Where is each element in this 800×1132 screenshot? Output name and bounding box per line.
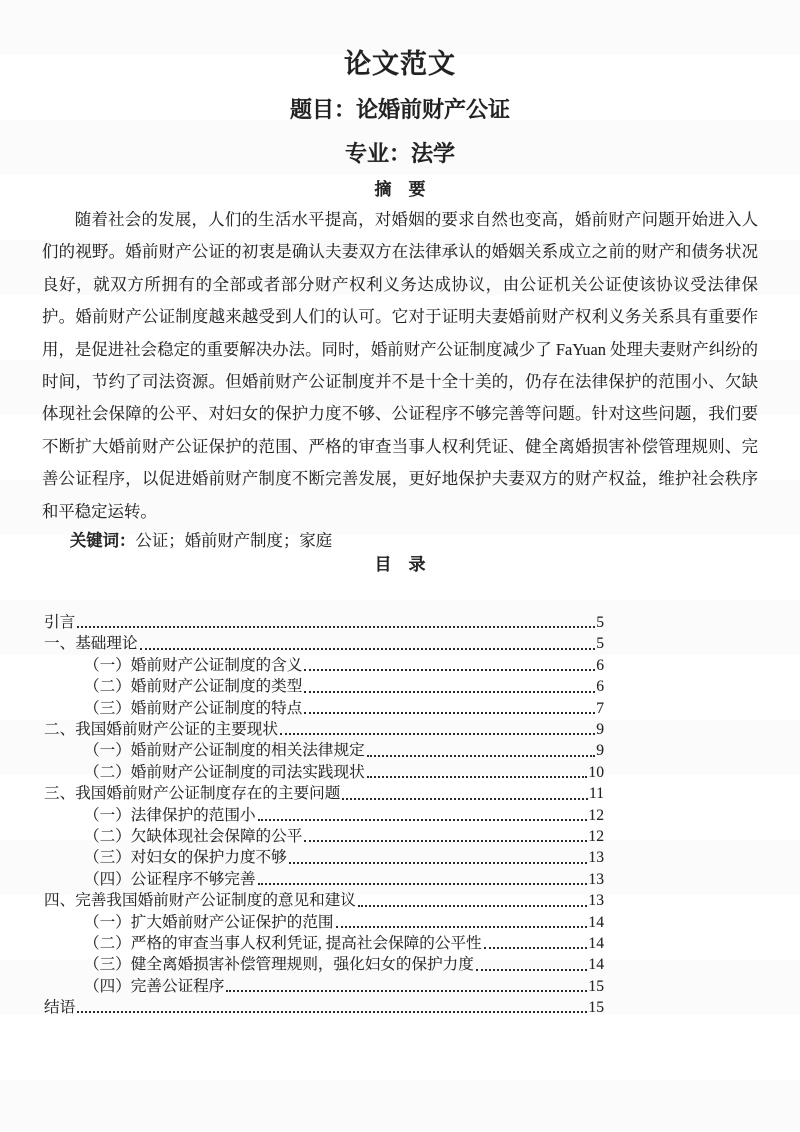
toc-entry-label: （四）公证程序不够完善 <box>84 870 256 888</box>
toc-dot-leader <box>367 754 596 757</box>
document-topic: 题目：论婚前财产公证 <box>289 97 510 122</box>
toc-dot-leader <box>484 946 588 949</box>
toc-entry <box>44 997 604 1018</box>
toc-page-number: 5 <box>596 614 604 632</box>
toc-dot-leader <box>304 711 595 714</box>
toc-entry-label: （三）婚前财产公证制度的特点 <box>84 699 303 717</box>
keywords-line <box>42 529 758 553</box>
toc-dot-leader <box>258 818 588 821</box>
toc-page-number: 10 <box>588 763 604 781</box>
toc-dot-leader <box>342 797 588 800</box>
toc-entry-label: 结语 <box>44 999 76 1017</box>
toc-dot-leader <box>304 690 595 693</box>
toc-entry <box>44 783 604 804</box>
toc-list <box>44 612 604 1018</box>
toc-entry-label: （二）婚前财产公证制度的类型 <box>84 678 303 696</box>
toc-dot-leader <box>476 968 588 971</box>
toc-entry <box>44 762 604 783</box>
toc-page-number: 6 <box>596 656 604 674</box>
toc-page-number: 9 <box>596 742 604 760</box>
toc-page-number: 15 <box>588 977 604 995</box>
toc-page-number: 9 <box>596 721 604 739</box>
keywords-label: 关键词： <box>69 531 136 551</box>
toc-page-number: 6 <box>596 678 604 696</box>
toc-entry-label: （一）婚前财产公证制度的含义 <box>84 656 303 674</box>
toc-page-number: 13 <box>588 870 604 888</box>
toc-entry <box>44 869 604 890</box>
toc-dot-leader <box>77 1010 587 1013</box>
toc-entry-label: （三）对妇女的保护力度不够 <box>84 849 287 867</box>
toc-dot-leader <box>140 647 596 650</box>
toc-page-number: 13 <box>588 849 604 867</box>
document-major: 专业：法学 <box>344 141 455 166</box>
toc-entry-label: 二、我国婚前财产公证的主要现状 <box>44 721 278 739</box>
toc-entry <box>44 912 604 933</box>
toc-dot-leader <box>289 861 588 864</box>
toc-page-number: 15 <box>588 999 604 1017</box>
toc-page-number: 14 <box>588 956 604 974</box>
toc-entry-label: 引言 <box>44 614 76 632</box>
toc-entry <box>44 740 604 761</box>
toc-page-number: 7 <box>596 699 604 717</box>
toc-dot-leader <box>304 839 587 842</box>
toc-entry-label: （二）婚前财产公证制度的司法实践现状 <box>84 763 365 781</box>
toc-dot-leader <box>226 989 587 992</box>
toc-entry-label: （二）欠缺体现社会保障的公平 <box>84 827 303 845</box>
toc-dot-leader <box>367 775 588 778</box>
toc-entry <box>44 805 604 826</box>
toc-page-number: 12 <box>588 806 604 824</box>
toc-entry <box>44 976 604 997</box>
document-title: 论文范文 <box>344 49 456 79</box>
toc-entry <box>44 847 604 868</box>
toc-page-number: 5 <box>596 635 604 653</box>
toc-entry-label: 三、我国婚前财产公证制度存在的主要问题 <box>44 785 341 803</box>
toc-entry <box>44 676 604 697</box>
toc-entry <box>44 954 604 975</box>
toc-entry <box>44 655 604 676</box>
abstract-heading: 摘 要 <box>374 180 426 199</box>
toc-dot-leader <box>77 625 595 628</box>
toc-dot-leader <box>280 732 595 735</box>
toc-entry-label: （二）严格的审查当事人权利凭证, 提高社会保障的公平性 <box>84 934 482 952</box>
toc-entry <box>44 826 604 847</box>
toc-dot-leader <box>304 668 595 671</box>
toc-entry-label: （三）健全离婚损害补偿管理规则，强化妇女的保护力度 <box>84 956 474 974</box>
toc-entry <box>44 698 604 719</box>
toc-page-number: 12 <box>588 827 604 845</box>
toc-dot-leader <box>336 925 588 928</box>
abstract-paragraph: 随着社会的发展，人们的生活水平提高，对婚姻的要求自然也变高，婚前财产问题开始进入人们的视野。婚前财产公证的初衷是确认夫妻双方在法律承认的婚姻关系成立之前的财产和债务状况良好，就双方所拥有的全部或者部分财产权利义务达成协议，由公证机关公证使该协议受法律保护。婚前财产公证制度越来越受到人们的认可。它对于证明夫妻婚前财产权利义务关系具有重要作用，是促进社会稳定的重要解决办法。同时，婚前财产公证制度减少了 FaYuan 处理夫妻财产纠纷的时间，节约了司法资源。但婚前财产公证制度并不是十全十美的，仍存在法律保护的范围小、欠缺体现社会保障的公平、对妇女的保护力度不够、公证程序不够完善等问题。针对这些问题，我们要不断扩大婚前财产公证保护的范围、严格的审查当事人权利凭证、健全离婚损害补偿管理规则、完善公证程序，以促进婚前财产制度不断完善发展，更好地保护夫妻双方的财产权益，维护社会秩序和平稳定运转。 <box>42 210 758 521</box>
toc-entry-label: （一）婚前财产公证制度的相关法律规定 <box>84 742 365 760</box>
toc-entry-label: （四）完善公证程序 <box>84 977 225 995</box>
toc-entry <box>44 933 604 954</box>
toc-dot-leader <box>258 882 588 885</box>
toc-dot-leader <box>358 904 588 907</box>
toc-entry <box>44 612 604 633</box>
toc-page-number: 14 <box>588 913 604 931</box>
toc-page-number: 13 <box>588 892 604 910</box>
keywords-text: 公证；婚前财产制度；家庭 <box>135 531 333 551</box>
toc-entry <box>44 633 604 654</box>
toc-entry-label: 四、完善我国婚前财产公证制度的意见和建议 <box>44 892 356 910</box>
toc-page-number: 14 <box>588 934 604 952</box>
toc-entry-label: （一）扩大婚前财产公证保护的范围 <box>84 913 334 931</box>
toc-entry <box>44 890 604 911</box>
toc-heading: 目 录 <box>374 555 426 575</box>
toc-entry-label: 一、基础理论 <box>44 635 138 653</box>
toc-page-number: 11 <box>588 785 604 803</box>
toc-entry-label: （一）法律保护的范围小 <box>84 806 256 824</box>
toc-entry <box>44 719 604 740</box>
